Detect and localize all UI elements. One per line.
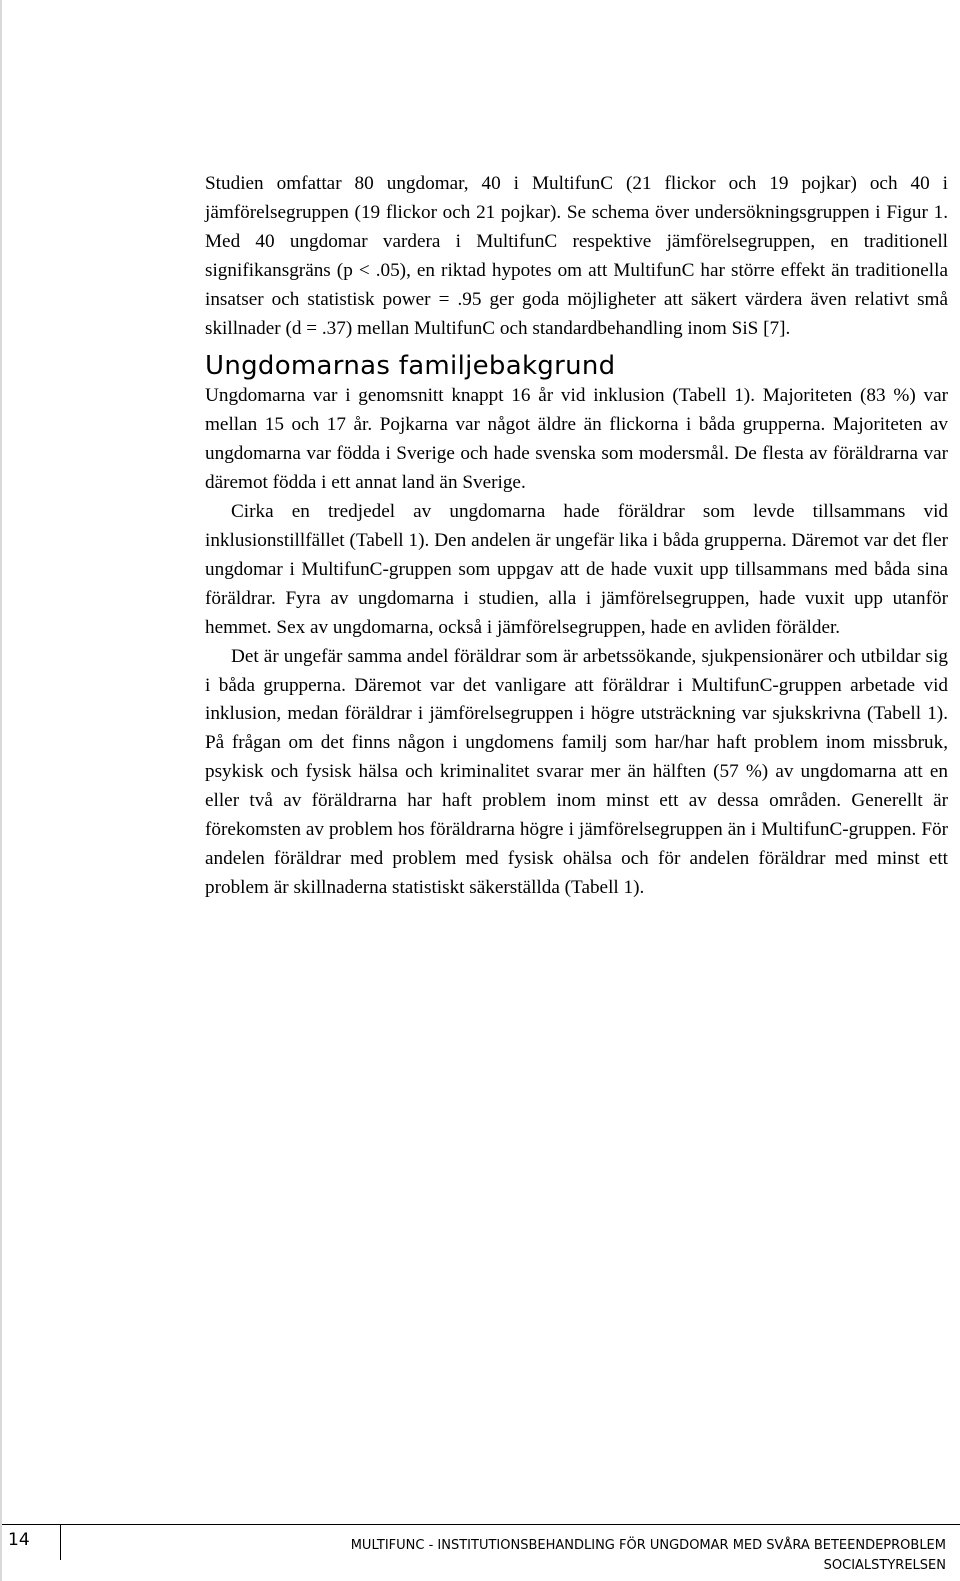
publisher-name: SOCIALSTYRELSEN — [823, 1558, 946, 1573]
page-edge — [0, 0, 2, 1581]
paragraph-parents-living: Cirka en tredjedel av ungdomarna hade föräldrar som levde tillsammans vid inklusionstillfället (Tabell 1). Den andelen är ungefär lika i båda grupperna. Däremot var det fler ungdomar i MultifunC-gruppen som uppgav att de hade vuxit upp tillsammans med båda sina föräldrar. Fyra av ungdomarna i studien, alla i jämförelsegruppen, hade vuxit upp utanför hemmet. Sex av ungdomarna, också i jämförelsegruppen, hade en avliden förälder. — [205, 501, 948, 638]
paragraph-parents-employment: Det är ungefär samma andel föräldrar som är arbetssökande, sjukpensionärer och utbildar sig i båda grupperna. Däremot var det vanligare att föräldrar i MultifunC-gruppen arbetade vid inklusion, medan föräldrar i jämförelsegruppen i högre utsträckning var sjukskrivna (Tabell 1). På frågan om det finns någon i ungdomens familj som har/har haft problem inom missbruk, psykisk och fysisk hälsa och kriminalitet svarar mer än hälften (57 %) av ungdomarna att en eller två av föräldrarna har haft problem inom minst ett av dessa områden. Generellt är förekomsten av problem hos föräldrarna högre i jämförelsegruppen än i MultifunC-gruppen. För andelen föräldrar med problem med fysisk ohälsa och för andelen föräldrar med minst ett problem är skillnaderna statistiskt säkerställda (Tabell 1). — [205, 645, 948, 898]
footer-page-number-divider — [60, 1524, 61, 1560]
footer-divider — [2, 1524, 960, 1525]
paragraph-study-sample: Studien omfattar 80 ungdomar, 40 i MultifunC (21 flickor och 19 pojkar) och 40 i jämförelsegruppen (19 flickor och 21 pojkar). Se schema över undersökningsgruppen i Figur 1. Med 40 ungdomar vardera i MultifunC respektive jämförelsegruppen, en traditionell signifikansgräns (p < .05), en riktad hypotes om att MultifunC har större effekt än traditionella insatser och statistisk power = .95 ger goda möjligheter att säkert värdera även relativt små skillnader (d = .37) mellan MultifunC och standardbehandling inom SiS [7]. — [205, 173, 948, 339]
running-title: MULTIFUNC - INSTITUTIONSBEHANDLING FÖR UNGDOMAR MED SVÅRA BETEENDEPROBLEM — [350, 1538, 946, 1553]
section-heading: Ungdomarnas familjebakgrund — [205, 351, 616, 382]
page-number: 14 — [8, 1530, 30, 1550]
page-body — [205, 170, 948, 903]
paragraph-age-background: Ungdomarna var i genomsnitt knappt 16 år vid inklusion (Tabell 1). Majoriteten (83 %) var mellan 15 och 17 år. Pojkarna var något äldre än flickorna i båda grupperna. Majoriteten av ungdomarna var födda i Sverige och hade svenska som modersmål. De flesta av föräldrarna var däremot födda i ett annat land än Sverige. — [205, 385, 948, 494]
